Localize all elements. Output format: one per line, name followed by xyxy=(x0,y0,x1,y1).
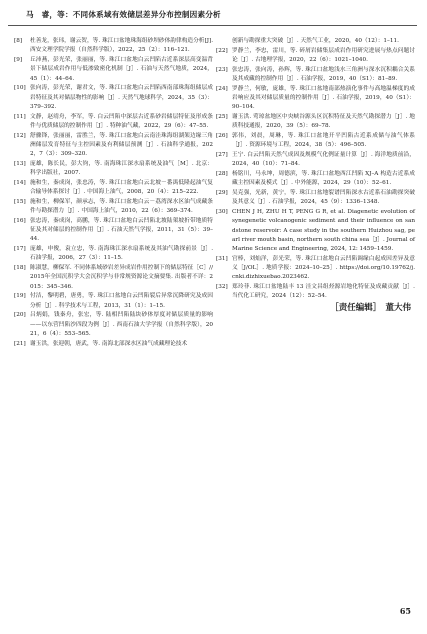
reference-item xyxy=(216,47,415,66)
reference-text: 张忠涛，秦成岗，高鹏，等. 珠江口盆地白云凹陷北坡陆架坡折带地质特征及其对储层的控制作用［J］. 石油天然气学报，2011，31（5）：39–44. xyxy=(30,217,213,243)
reference-text: 官棒，刘灿洋，彭光荣，等. 珠江口盆地白云凹陷调缘白起成因差异及意义［J/OL］. 地质学报：2024–10–25］. https://doi.org/10.19762/j.cnki.dizhixuebao.2023462. xyxy=(232,255,415,281)
reference-item xyxy=(14,132,213,160)
reference-number: [32] xyxy=(216,284,228,290)
reference-number xyxy=(216,37,232,46)
header-rule xyxy=(8,25,417,26)
reference-item xyxy=(14,84,213,112)
reference-number: [27] xyxy=(216,152,228,158)
reference-number: [23] xyxy=(216,66,228,73)
reference-text: 张向涛，彭光荣，谢君文，等. 珠江口盆地白云凹陷西南部珠海组储层成岩特征及其对储层物性的影响［J］. 天然气地球科学，2024，35（3）：379–392. xyxy=(30,85,213,110)
reference-item xyxy=(216,208,415,254)
reference-item xyxy=(14,217,213,245)
reference-item xyxy=(14,245,213,264)
reference-item xyxy=(14,311,213,339)
reference-text: 罗静兰，李忠，雷川，等. 碎屑岩储集层成岩作用研究进展与热点问题讨论［J］. 古地理学报，2020，22（6）：1021–1040. xyxy=(232,47,415,63)
running-header: 马 睿，等：不同体系域有效储层差异分布控制因素分析 xyxy=(26,10,221,19)
reference-item xyxy=(14,264,213,292)
reference-item xyxy=(216,113,415,132)
reference-text: 罗静兰，何敏，庞雄，等. 珠江口盆地南部热演化事件与高地温梯度的成岩响应及其对储层质量的控制作用［J］. 石油学报，2019，40（S1）：90–104. xyxy=(232,85,415,111)
reference-text: 吕炳娟，钱秦舟，张宏，等. 陆相凹陷陆块砂体厚度对储层质量的影响——以东营凹陷沙四段为例［J］. 西南石油大学学报（自然科学版），2021，6（4）：553–565. xyxy=(30,312,213,337)
reference-item xyxy=(216,170,415,189)
reference-number: [28] xyxy=(216,171,228,177)
reference-number: [12] xyxy=(14,132,26,139)
reference-item xyxy=(14,292,213,311)
page-number: 65 xyxy=(399,606,411,616)
reference-text: 庞雄，申俊，袁立忠，等. 南海珠江深水扇系统及其油气勘探前景［J］. 石油学报，2006，27（3）：11–15. xyxy=(30,246,213,262)
reference-number: [8] xyxy=(14,38,23,44)
reference-number: [16] xyxy=(14,217,26,224)
reference-number: [15] xyxy=(14,198,26,205)
reference-number: [17] xyxy=(14,246,26,252)
reference-text: 杨铭川，马永坤，周德滨，等. 珠江口盆地西江凹陷 XJ–A 构造古近系成藏主控因素及模式［J］. 中外能源，2024，29（10）：52–61. xyxy=(232,171,415,187)
reference-text: 郭伟，刘晨，周琳，等. 珠江口盆地开平凹陷古近系成储与油气体系［J］. 资源环境与工程，2024，38（5）：496–505. xyxy=(232,133,415,149)
reference-item xyxy=(14,179,213,198)
left-column xyxy=(14,37,213,349)
reference-item xyxy=(216,189,415,208)
reference-number: [30] xyxy=(216,209,228,215)
reference-text: 付洁，黎明碧，唐勇，等. 珠江口盆地白云凹陷裂后异常沉降研究及成因分析［J］. 科学技术与工程，2013，31（1）：1–15. xyxy=(30,293,213,309)
reference-text: 庞雄，陈长民，彭大钧，等. 南海珠江深水扇系统及油气［M］. 北京：科学出版社，2007. xyxy=(30,160,213,176)
reference-text: 张忠涛，张向涛，孙辉，等. 珠江口盆地浅水三角洲与深水沉积耦合关系及其成藏的控制作用［J］. 石油学报，2019，40（S1）：81–89. xyxy=(232,66,415,82)
reference-text: 杜善龙，张玮，谢云贺，等. 珠江口盆地珠海组砂坝砂体韵律构造分析[J]. 西安文理学院学报（自然科学版），2022，25（2）：116–121. xyxy=(30,38,213,54)
reference-number: [13] xyxy=(14,160,26,167)
reference-item xyxy=(14,160,213,179)
reference-number: [29] xyxy=(216,190,228,196)
reference-number: [25] xyxy=(216,114,228,120)
reference-number: [26] xyxy=(216,133,228,139)
reference-number: [22] xyxy=(216,47,228,54)
reference-number: [14] xyxy=(14,179,26,186)
right-reference-list xyxy=(216,37,415,302)
editor-credit: ［责任编辑］ 董大伟 xyxy=(330,302,411,313)
reference-text: 郑玲菲. 珠江口盆地陆丰 13 洼文昌组烃源岩地化特征及成藏贡献［J］. 当代化工研究，2024（12）：52–54. xyxy=(232,284,415,300)
reference-number: [31] xyxy=(216,255,228,262)
reference-text: 创新与勘探重大突破［J］. 天然气工业，2020，40（12）：1–11. xyxy=(232,38,399,44)
reference-number: [18] xyxy=(14,265,26,271)
reference-text: 王宁. 白云凹陷天然气成因及规模气化例证量计算［J］. 海洋地质前沿，2024，40（10）：71–84. xyxy=(232,152,415,168)
reference-text: 丘沛燕，彭光荣，张丽丽，等. 珠江口盆地白云凹陷古近系深层高变温背景下储层成岩作用与低渗致密化机制［J］. 石油与天然气地质，2024，45（1）：44–64. xyxy=(30,57,213,82)
reference-number: [20] xyxy=(14,312,26,319)
reference-item xyxy=(216,37,415,46)
reference-text: 谢玉洪. 莺琼盆地区中央峡谷源头区沉积特征及天然气勘探潜力［J］. 地质科技通报，2020，39（5）：69–78. xyxy=(232,114,415,130)
reference-item xyxy=(216,283,415,302)
reference-item xyxy=(14,340,213,349)
reference-text: 施和生，柳保军，颜承志，等. 珠江口盆地白云－荔湾深水区油气成藏条件与勘探潜力［J］. 中国海上油气，2010，22（6）：369–374. xyxy=(30,198,213,214)
reference-number: [9] xyxy=(14,57,23,63)
reference-text: 陈淑慧，柳保军. 不同体系域砂岩差异成岩作用控制下的储层特征［C］//2015年全国沉积学大会沉积学与非常规资源论文摘要集. 出版者不详：2015：345–346. xyxy=(30,265,213,290)
reference-number: [19] xyxy=(14,293,26,300)
reference-text: CHEN J H, ZHU H T, PENG G R, et al. Diagenetic evolution of synegenetic volcanogenic sediment and their influence on sandstone reservoir: A case study in the southern Huizhou sag, pearl river mouth basin, northern south china sea［J］. Journal of Marine Science and Engineering, 2024, 12: 1459–1459. xyxy=(232,209,415,252)
reference-text: 文静，赵靖舟，李军，等. 白云凹陷中深层古近系砂岩储层特征及形成条件与优质储层的控制作用［J］. 特种油气藏，2022，29（6）：47–55. xyxy=(30,113,213,129)
reference-item xyxy=(216,132,415,151)
reference-item xyxy=(14,37,213,56)
reference-text: 吴克强，光新，黄宁，等. 珠江口盆地裂谱凹陷深水古近系石油勘探突破及其意义［J］. 石油学报，2024，45（9）：1336–1348. xyxy=(232,190,415,206)
right-column xyxy=(216,37,415,313)
reference-number: [10] xyxy=(14,85,26,92)
reference-number: [21] xyxy=(14,340,26,347)
reference-text: 谢玉洪，张迎朝，唐武，等. 南海北部深水区油气成藏理论技术 xyxy=(30,340,188,347)
reference-item xyxy=(14,198,213,217)
reference-item xyxy=(216,255,415,283)
reference-item xyxy=(216,85,415,113)
reference-number: [24] xyxy=(216,85,228,92)
reference-text: 施和生，秦成岗，张忠涛，等. 珠江口盆地白云北坡－番禺低隆起油气复合输导体系探讨［J］. 中国海上油气，2008，20（4）：215–222. xyxy=(30,179,213,195)
reference-number: [11] xyxy=(14,113,26,120)
reference-item xyxy=(14,113,213,132)
reference-item xyxy=(14,56,213,84)
reference-text: 舒骤锋，张丽丽，雷胜兰，等. 珠江口盆地白云南洼珠海组湖架边缘三角洲储层发育特征与主控因素及有利储层预测［J］. 石油科学通报，2022，7（3）：309–320. xyxy=(30,132,213,157)
left-reference-list xyxy=(14,37,213,349)
reference-item xyxy=(216,151,415,170)
reference-item xyxy=(216,66,415,85)
